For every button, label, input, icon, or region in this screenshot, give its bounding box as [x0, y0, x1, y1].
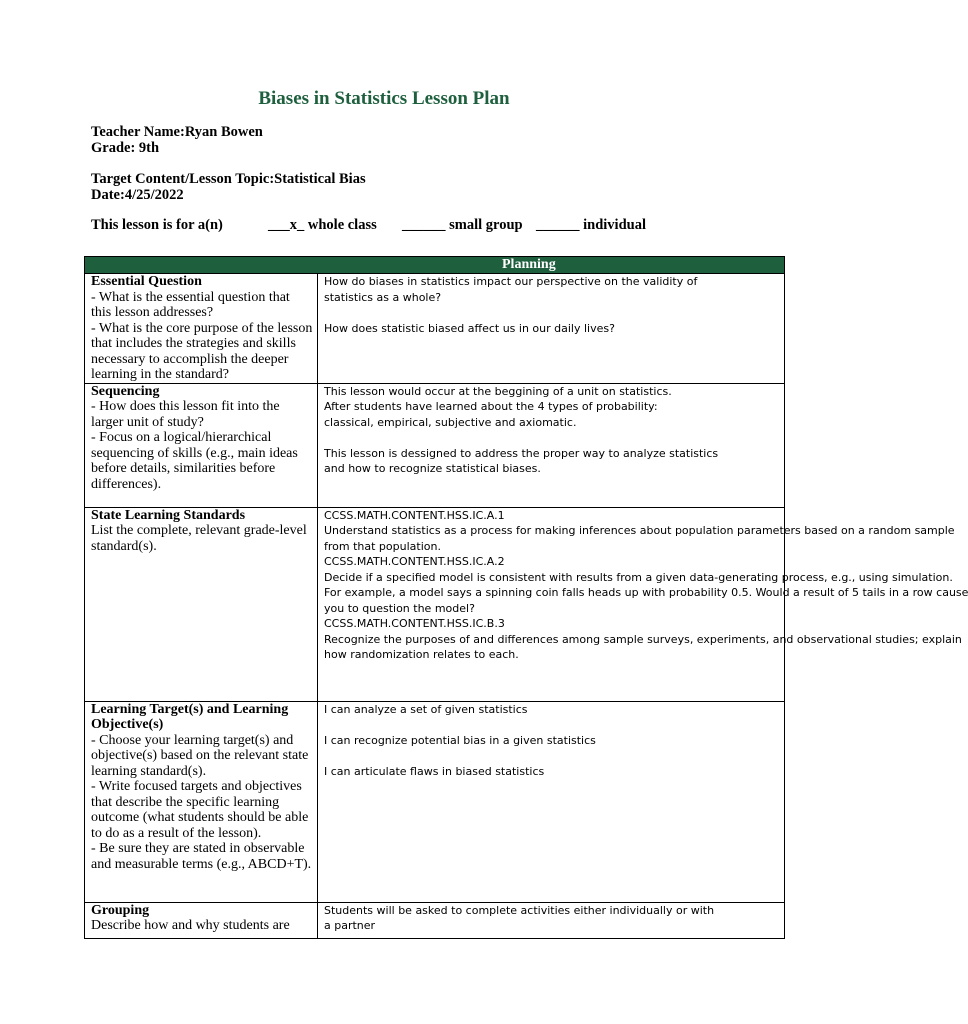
planning-table	[84, 256, 968, 939]
planning-header: Planning	[502, 257, 556, 272]
essential-question-cell	[85, 274, 318, 384]
response-line: How do biases in statistics impact our perspective on the validity of	[324, 275, 698, 288]
option-small-group: ______ small group	[402, 217, 523, 233]
response-line: This lesson would occur at the beggining of a unit on statistics.	[324, 384, 672, 398]
blank-line	[324, 748, 784, 764]
standards-heading: State Learning Standards	[91, 507, 246, 523]
grouping-cell	[85, 902, 318, 938]
response-line: and how to recognize statistical biases.	[324, 462, 541, 475]
essential-question-response	[318, 274, 785, 384]
grade-value: 9th	[138, 140, 160, 156]
response-line: you to question the model?	[324, 601, 475, 615]
learning-targets-heading: Learning Target(s) and Learning Objective(s)	[91, 701, 289, 732]
response-line: CCSS.MATH.CONTENT.HSS.IC.B.3	[324, 617, 505, 630]
response-line: statistics as a whole?	[324, 290, 442, 304]
grouping-response	[318, 902, 785, 938]
planning-header-row	[85, 257, 785, 274]
response-line: CCSS.MATH.CONTENT.HSS.IC.A.1	[324, 508, 505, 522]
blank-line	[324, 430, 784, 446]
standards-cell	[85, 507, 318, 701]
response-line: classical, empirical, subjective and axiomatic.	[324, 415, 577, 429]
date-line	[91, 187, 184, 203]
topic-value: Statistical Bias	[274, 171, 366, 187]
table-row	[85, 274, 785, 384]
teacher-name-line	[91, 124, 263, 140]
lesson-for-line	[91, 217, 646, 233]
topic-line	[91, 171, 366, 187]
response-line: For example, a model says a spinning coin falls heads up with probability 0.5. Would a result of 5 tails in a row cause	[324, 586, 968, 599]
sequencing-response	[318, 383, 785, 507]
blank-line	[324, 717, 784, 733]
sequencing-cell	[85, 383, 318, 507]
response-line: a partner	[324, 919, 376, 932]
response-line: I can recognize potential bias in a given statistics	[324, 733, 596, 747]
response-line: Decide if a specified model is consistent with results from a given data-generating process, e.g., using simulation.	[324, 570, 953, 584]
response-line: Recognize the purposes of and differences among sample surveys, experiments, and observational studies; explain	[324, 632, 962, 646]
response-line: CCSS.MATH.CONTENT.HSS.IC.A.2	[324, 555, 505, 568]
response-line: Students will be asked to complete activities either individually or with	[324, 903, 715, 917]
response-line: I can analyze a set of given statistics	[324, 702, 528, 716]
response-line: How does statistic biased affect us in our daily lives?	[324, 321, 615, 335]
grouping-desc: Describe how and why students are	[91, 918, 290, 933]
date-label: Date:	[91, 187, 125, 203]
table-row	[85, 701, 785, 902]
option-individual: ______ individual	[536, 217, 646, 233]
learning-targets-response	[318, 701, 785, 902]
document-title: Biases in Statistics Lesson Plan	[258, 88, 510, 109]
standards-response	[318, 507, 968, 701]
sequencing-heading: Sequencing	[91, 383, 160, 399]
response-line: how randomization relates to each.	[324, 648, 519, 661]
topic-label: Target Content/Lesson Topic:	[91, 171, 275, 187]
grade-label: Grade:	[91, 140, 136, 156]
grade-line	[91, 140, 159, 156]
teacher-name-label: Teacher Name:	[91, 124, 185, 140]
response-line: from that population.	[324, 539, 441, 553]
response-line: Understand statistics as a process for making inferences about population parameters based on a random sample	[324, 524, 955, 537]
essential-question-heading: Essential Question	[91, 274, 202, 289]
teacher-name-value: Ryan Bowen	[184, 124, 263, 140]
learning-targets-desc: - Choose your learning target(s) and objective(s) based on the relevant state learning standard(s). - Write focused targets and objectives that describe the specific learning outcome (what students should be able to do as a result of the lesson). - Be sure they are stated in observable and measurable terms (e.g., ABCD+T).	[91, 732, 312, 872]
table-row	[85, 507, 785, 701]
blank-line	[324, 305, 784, 321]
sequencing-desc: - How does this lesson fit into the larger unit of study? - Focus on a logical/hierarchical sequencing of skills (e.g., main ideas before details, similarities before differences).	[91, 399, 298, 492]
lesson-for-label: This lesson is for a(n)	[91, 217, 223, 233]
response-line: This lesson is dessigned to address the proper way to analyze statistics	[324, 446, 719, 460]
standards-desc: List the complete, relevant grade-level standard(s).	[91, 523, 307, 554]
essential-question-desc: - What is the essential question that this lesson addresses? - What is the core purpose of the lesson that includes the strategies and skills necessary to accomplish the deeper learning in the standard?	[91, 289, 313, 382]
grouping-heading: Grouping	[91, 902, 150, 918]
option-whole-class: ___x_ whole class	[268, 217, 377, 233]
table-row	[85, 383, 785, 507]
planning-header-cell	[85, 257, 785, 274]
table-row	[85, 902, 785, 938]
response-line: After students have learned about the 4 types of probability:	[324, 400, 658, 413]
date-value: 4/25/2022	[124, 187, 184, 203]
learning-targets-cell	[85, 701, 318, 902]
response-line: I can articulate flaws in biased statistics	[324, 764, 545, 778]
